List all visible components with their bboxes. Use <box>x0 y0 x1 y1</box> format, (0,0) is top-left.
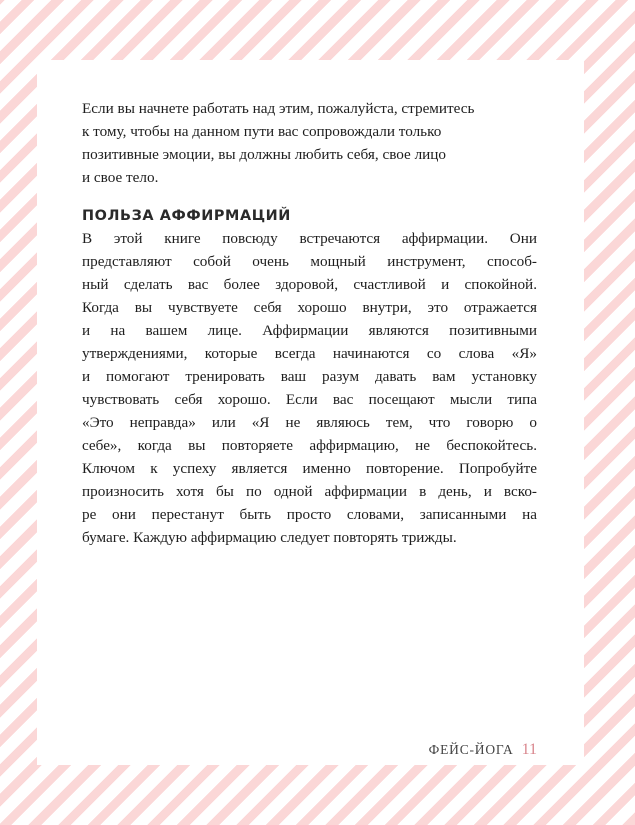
paragraph-line: «Это неправда» или «Я не являюсь тем, что говорю о <box>82 414 537 431</box>
paragraph-line: ный сделать вас более здоровой, счастливой и спокойной. <box>82 276 537 293</box>
intro-line: к тому, чтобы на данном пути вас сопровождали только <box>82 123 442 140</box>
paragraph-line: Ключом к успеху является именно повторение. Попробуйте <box>82 460 537 477</box>
paragraph-line: ре они перестанут быть просто словами, записанными на <box>82 506 537 523</box>
section-paragraph <box>82 227 537 549</box>
page-number: 11 <box>521 741 537 758</box>
paragraph-line: Когда вы чувствуете себя хорошо внутри, это отражается <box>82 299 537 316</box>
intro-line: позитивные эмоции, вы должны любить себя, свое лицо <box>82 146 447 163</box>
paragraph-line: чувствовать себя хорошо. Если вас посещают мысли типа <box>82 391 537 408</box>
running-title: ФЕЙС-ЙОГА <box>428 742 514 757</box>
intro-line: Если вы начнете работать над этим, пожалуйста, стремитесь <box>82 100 475 117</box>
paragraph-line: и помогают тренировать ваш разум давать вам установку <box>82 368 537 385</box>
paragraph-line: бумаге. Каждую аффирмацию следует повторять трижды. <box>82 529 457 546</box>
paragraph-line: себе», когда вы повторяете аффирмацию, не беспокойтесь. <box>82 437 537 454</box>
paragraph-line: представляют собой очень мощный инструмент, способ- <box>82 253 537 270</box>
section-heading: ПОЛЬЗА АФФИРМАЦИЙ <box>82 208 291 224</box>
paragraph-line: и на вашем лице. Аффирмации являются позитивными <box>82 322 537 339</box>
paragraph-line: В этой книге повсюду встречаются аффирмации. Они <box>82 230 537 247</box>
paragraph-line: утверждениями, которые всегда начинаются со слова «Я» <box>82 345 537 362</box>
intro-line: и свое тело. <box>82 169 159 186</box>
page-footer <box>429 741 537 759</box>
intro-paragraph <box>82 97 537 189</box>
paragraph-line: произносить хотя бы по одной аффирмации в день, и вско- <box>82 483 537 500</box>
